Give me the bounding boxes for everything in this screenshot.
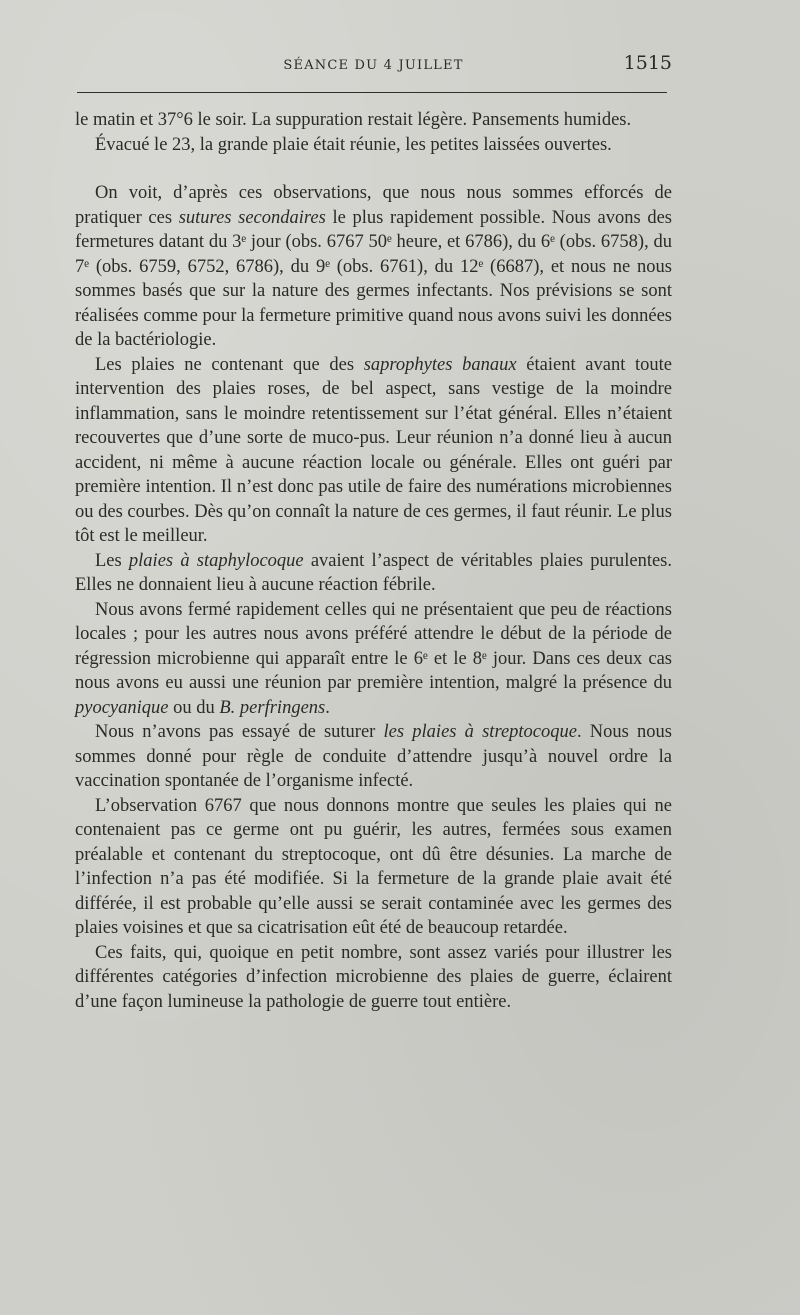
paragraph-streptocoque <box>75 720 672 794</box>
text-run: Évacué le 23, la grande plaie était réunie, les petites laissées ouvertes. <box>95 134 612 155</box>
text-run: ou du <box>168 697 220 718</box>
paragraph-fermeture <box>75 598 672 721</box>
text-run: le matin et 37°6 le soir. La suppuration restait légère. Pansements humides. <box>75 110 632 130</box>
text-run: Ces faits, qui, quoique en petit nombre, sont assez variés pour illustrer les différentes catégories d’infection microbienne des plaies de guerre, éclairent d’une façon lumineuse la pathologie de guerre tout entière. <box>75 942 672 1012</box>
running-header <box>75 52 672 80</box>
text-run: . Nous nous sommes donné pour règle de conduite d’attendre jusqu’à nouvel ordre la vaccination spontanée de l’organisme infecté. <box>75 722 672 791</box>
italic-term: B. perfringens <box>219 697 326 718</box>
text-run: Nous avons fermé rapidement celles qui ne présentaient que peu de réactions locales ; pour les autres nous avons préféré attendre le début de la période de régression microbienne qui apparaît entre le 6ᵉ et le 8ᵉ jour. Dans ces deux cas nous avons eu aussi une réunion par première intention, malgré la présence du <box>75 599 672 693</box>
paragraph-staphylocoque <box>75 549 672 598</box>
text-run: Les plaies ne contenant que des <box>95 354 364 375</box>
text-run: Nous n’avons pas essayé de suturer <box>95 722 384 742</box>
italic-term: les plaies à streptocoque <box>383 722 577 742</box>
italic-term: plaies à staphylocoque <box>128 550 304 571</box>
paragraph-evacuation <box>75 133 672 158</box>
text-run: Les <box>95 550 129 571</box>
paragraph-conclusion <box>75 941 672 1015</box>
body-text <box>75 108 672 1014</box>
paragraph-continuation <box>75 108 672 133</box>
text-run: On voit, d’après ces observations, que nous nous sommes efforcés de pratiquer ces <box>75 183 672 228</box>
italic-term: saprophytes banaux <box>363 354 517 375</box>
header-rule <box>77 92 667 93</box>
text-run: . <box>325 697 330 718</box>
text-run: L’observation 6767 que nous donnons montre que seules les plaies qui ne contenaient pas ce germe ont pu guérir, les autres, fermées sous examen préalable et contenant du streptocoque, ont dû être désunies. La marche de l’infection n’a pas été modifiée. Si la fermeture de la grande plaie avait été différée, il est probable qu’elle aussi se serait contaminée avec les germes des plaies voisines et que sa cicatrisation eût été de beaucoup retardée. <box>75 795 672 938</box>
page-number: 1515 <box>623 52 672 74</box>
italic-term: pyocyanique <box>75 697 169 718</box>
italic-term: sutures secondaires <box>178 207 326 228</box>
paragraph-observation-6767 <box>75 794 672 941</box>
text-run: le plus rapidement possible. Nous avons des fermetures datant du 3ᵉ jour (obs. 6767 50ᵉ heure, et 6786), du 6ᵉ (obs. 6758), du 7ᵉ (obs. 6759, 6752, 6786), du 9ᵉ (obs. 6761), du 12ᵉ (6687), et nous ne nous sommes basés que sur la nature des germes infectants. Nos prévisions se sont réalisées comme pour la fermeture primitive quand nous avons suivi les données de la bactériologie. <box>75 207 672 350</box>
text-run: avaient l’aspect de véritables plaies purulentes. Elles ne donnaient lieu à aucune réaction fébrile. <box>75 550 672 595</box>
text-run: étaient avant toute intervention des plaies roses, de bel aspect, sans vestige de la moindre inflammation, sans le moindre retentissement sur l’état général. Elles n’étaient recouvertes que d’une sorte de muco-pus. Leur réunion n’a donné lieu à aucun accident, ni même à aucune réaction locale ou générale. Elles ont guéri par première intention. Il n’est donc pas utile de faire des numérations microbiennes ou des courbes. Dès qu’on connaît la nature de ces germes, il faut réunir. Le plus tôt est le meilleur. <box>75 354 673 546</box>
header-title: SÉANCE DU 4 JUILLET <box>283 58 464 73</box>
paragraph-observations <box>75 181 672 353</box>
paragraph-saprophytes <box>75 353 672 549</box>
